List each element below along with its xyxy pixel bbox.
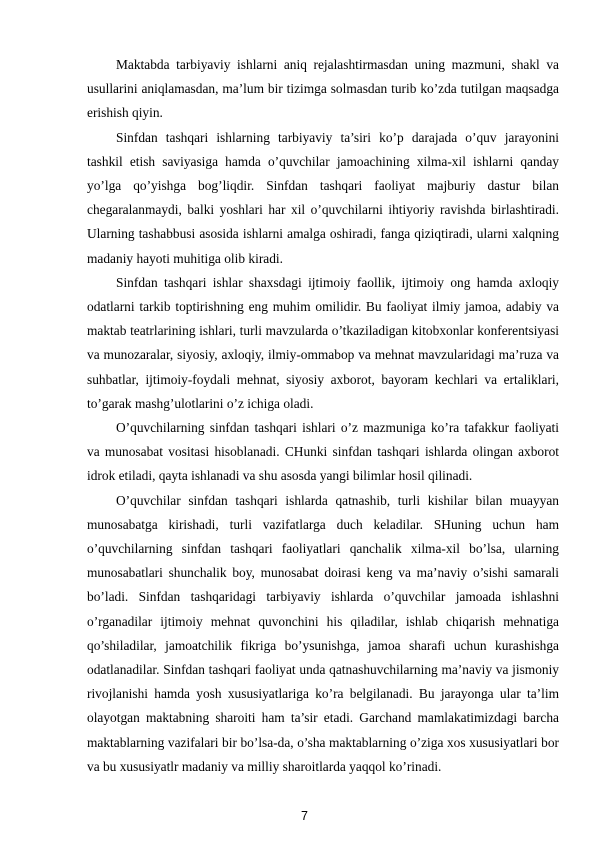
- paragraph: O’quvchilarning sinfdan tashqari ishlari o’z mazmuniga ko’ra tafakkur faoliyati va munosabat vositasi hisoblanadi. CHunki sinfdan tashqari ishlarda olingan axborot idrok etiladi, qayta ishlanadi va shu asosda yangi bilimlar hosil qilinadi.: [87, 420, 559, 484]
- paragraph: O’quvchilar sinfdan tashqari ishlarda qatnashib, turli kishilar bilan muayyan munosabatga kirishadi, turli vazifatlarga duch keladilar. SHuning uchun ham o’quvchilarning sinfdan tashqari faoliyatlari qanchalik xilma-xil bo’lsa, ularning munosabatlari shunchalik boy, munosabat doirasi keng va ma’naviy o’sishi samarali bo’ladi. Sinfdan tashqaridagi tarbiyaviy ishlarda o’quvchilar jamoada ishlashni o’rganadilar ijtimoiy mehnat quvonchini his qiladilar, ishlab chiqarish mehnatiga qo’shiladilar, jamoatchilik fikriga bo’ysunishga, jamoa sharafi uchun kurashishga odatlanadilar. Sinfdan tashqari faoliyat unda qatnashuvchilarning ma’naviy va jismoniy rivojlanishi hamda yosh xususiyatlariga ko’ra belgilanadi. Bu jarayonga ular ta’lim olayotgan maktabning sharoiti ham ta’sir etadi. Garchand mamlakatimizdagi barcha maktablarning vazifalari bir bo’lsa-da, o’sha maktablarning o’ziga xos xususiyatlari bor va bu xususiyatlr madaniy va milliy sharoitlarda yaqqol ko’rinadi.: [87, 492, 559, 774]
- paragraph: Sinfdan tashqari ishlar shaxsdagi ijtimoiy faollik, ijtimoiy ong hamda axloqiy odatlarni tarkib toptirishning eng muhim omilidir. Bu faoliyat ilmiy jamoa, adabiy va maktab teatrlarining ishlari, turli mavzularda o’tkaziladigan kitobxonlar konferentsiyasi va munozaralar, siyosiy, axloqiy, ilmiy-ommabop va mehnat mavzularidagi ma’ruza va suhbatlar, ijtimoiy-foydali mehnat, siyosiy axborot, bayoram kechlari va ertaliklari, to’garak mashg’ulotlarini o’z ichiga oladi.: [87, 274, 559, 411]
- body-text: [87, 53, 559, 779]
- paragraph: Sinfdan tashqari ishlarning tarbiyaviy ta’siri ko’p darajada o’quv jarayonini tashkil etish saviyasiga hamda o’quvchilar jamoachining xilma-xil ishlarni qanday yo’lga qo’yishga bog’liqdir. Sinfdan tashqari faoliyat majburiy dastur bilan chegaralanmaydi, balki yoshlari har xil o’quvchilarni ihtiyoriy ravishda birlashtiradi. Ularning tashabbusi asosida ishlarni amalga oshiradi, fanga qiziqtiradi, ularni xalqning madaniy hayoti muhitiga olib kiradi.: [87, 129, 559, 266]
- paragraph: Maktabda tarbiyaviy ishlarni aniq rejalashtirmasdan uning mazmuni, shakl va usullarini aniqlamasdan, ma’lum bir tizimga solmasdan turib ko’zda tutilgan maqsadga erishish qiyin.: [87, 57, 559, 121]
- page-number: 7: [301, 809, 308, 823]
